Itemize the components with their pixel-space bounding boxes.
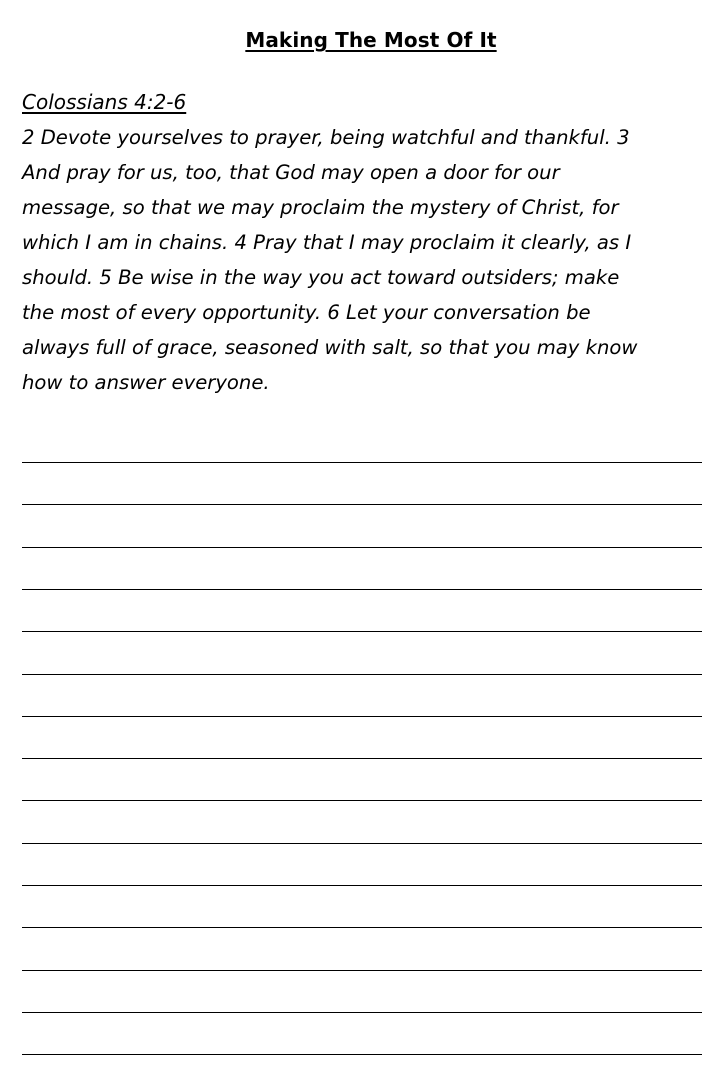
writing-line (22, 716, 702, 717)
passage-line: message, so that we may proclaim the mystery of Christ, for (22, 196, 619, 219)
writing-line (22, 1012, 702, 1013)
writing-line (22, 504, 702, 505)
passage-line: 2 Devote yourselves to prayer, being watchful and thankful. 3 (22, 126, 630, 149)
writing-line (22, 885, 702, 886)
passage-line: how to answer everyone. (22, 371, 270, 394)
writing-line (22, 1054, 702, 1055)
passage-line: the most of every opportunity. 6 Let your conversation be (22, 301, 591, 324)
scripture-passage (22, 120, 712, 400)
writing-line (22, 589, 702, 590)
writing-line (22, 970, 702, 971)
writing-line (22, 800, 702, 801)
writing-line (22, 843, 702, 844)
writing-line (22, 927, 702, 928)
writing-line (22, 758, 702, 759)
writing-line (22, 547, 702, 548)
writing-line (22, 674, 702, 675)
scripture-reference: Colossians 4:2-6 (22, 90, 187, 114)
writing-line (22, 631, 702, 632)
passage-line: And pray for us, too, that God may open a door for our (22, 161, 560, 184)
writing-line (22, 462, 702, 463)
passage-line: always full of grace, seasoned with salt, so that you may know (22, 336, 638, 359)
page-title: Making The Most Of It (245, 28, 497, 52)
passage-line: which I am in chains. 4 Pray that I may proclaim it clearly, as I (22, 231, 632, 254)
passage-line: should. 5 Be wise in the way you act toward outsiders; make (22, 266, 620, 289)
